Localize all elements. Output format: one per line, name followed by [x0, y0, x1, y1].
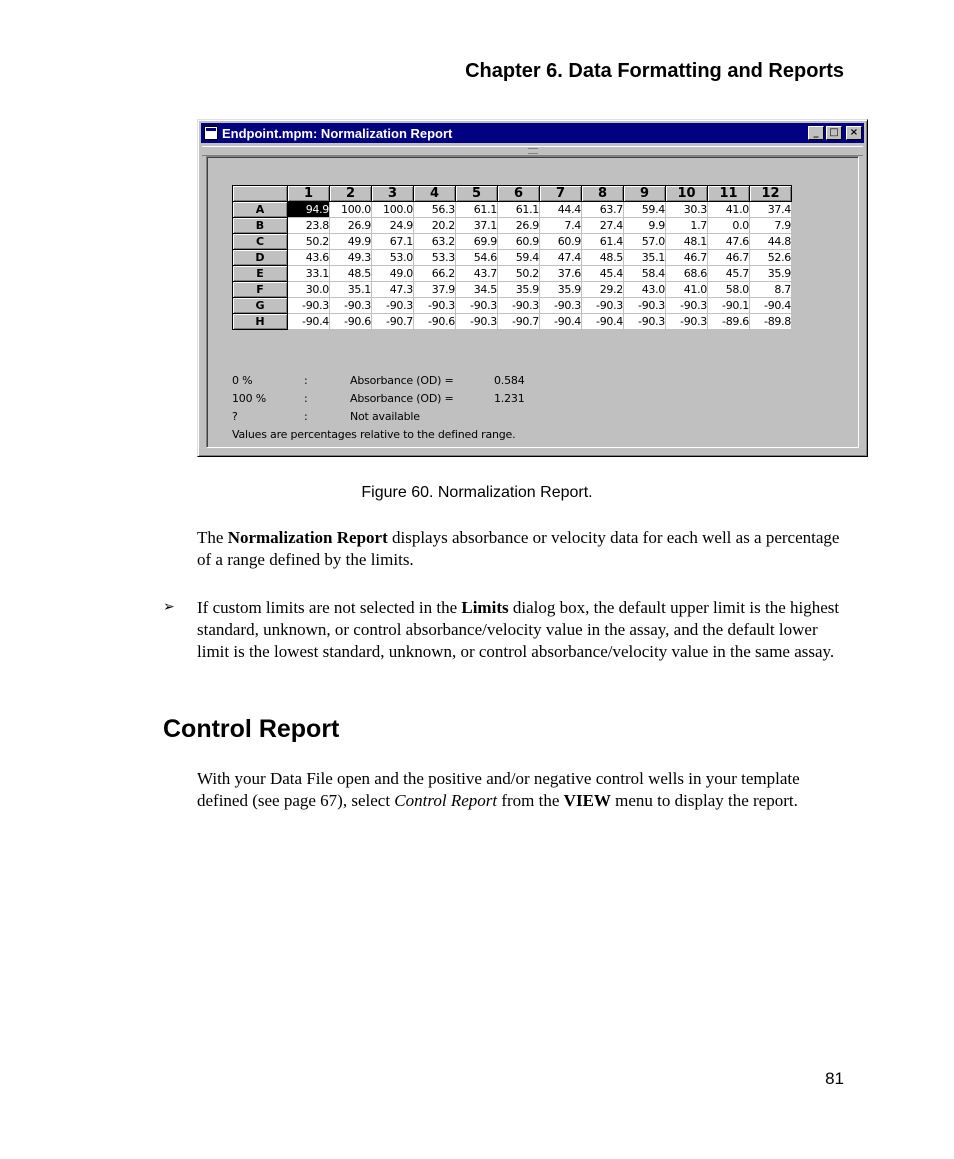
grid-row: [233, 314, 792, 330]
grid-cell[interactable]: -90.4: [540, 314, 582, 330]
grid-cell[interactable]: 37.1: [456, 218, 498, 234]
grid-cell[interactable]: 47.3: [372, 282, 414, 298]
grid-cell[interactable]: -89.6: [708, 314, 750, 330]
row-header[interactable]: H: [233, 314, 288, 330]
grid-cell[interactable]: 44.8: [750, 234, 792, 250]
legend-colon: :: [304, 410, 308, 423]
grid-cell[interactable]: -90.4: [750, 298, 792, 314]
row-header[interactable]: D: [233, 250, 288, 266]
grid-cell[interactable]: 59.4: [498, 250, 540, 266]
grid-cell[interactable]: 43.0: [624, 282, 666, 298]
grid-cell[interactable]: 0.0: [708, 218, 750, 234]
grid-cell[interactable]: -90.6: [414, 314, 456, 330]
grid-cell[interactable]: 54.6: [456, 250, 498, 266]
grid-cell[interactable]: -90.1: [708, 298, 750, 314]
grid-cell[interactable]: -90.4: [582, 314, 624, 330]
grid-cell[interactable]: 45.7: [708, 266, 750, 282]
grid-row: [233, 234, 792, 250]
legend-colon: :: [304, 374, 308, 387]
grid-cell[interactable]: 20.2: [414, 218, 456, 234]
grid-cell[interactable]: 67.1: [372, 234, 414, 250]
grid-cell[interactable]: 41.0: [708, 202, 750, 218]
grid-cell[interactable]: 41.0: [666, 282, 708, 298]
pane-splitter[interactable]: [202, 146, 863, 156]
minimize-button[interactable]: _: [808, 126, 824, 140]
grid-cell[interactable]: 35.9: [540, 282, 582, 298]
column-header[interactable]: 8: [582, 186, 624, 202]
grid-cell[interactable]: 1.7: [666, 218, 708, 234]
grid-row: [233, 282, 792, 298]
column-header[interactable]: 1: [288, 186, 330, 202]
grid-cell[interactable]: 8.7: [750, 282, 792, 298]
column-header[interactable]: 3: [372, 186, 414, 202]
row-header[interactable]: C: [233, 234, 288, 250]
grid-cell[interactable]: 60.9: [540, 234, 582, 250]
grid-cell[interactable]: 63.2: [414, 234, 456, 250]
grid-cell[interactable]: 50.2: [498, 266, 540, 282]
grid-cell[interactable]: 37.4: [750, 202, 792, 218]
row-header[interactable]: F: [233, 282, 288, 298]
normalization-grid: [232, 185, 792, 330]
grid-cell[interactable]: -90.3: [330, 298, 372, 314]
grid-cell[interactable]: 30.0: [288, 282, 330, 298]
grid-cell[interactable]: 43.7: [456, 266, 498, 282]
grid-cell[interactable]: 94.9: [288, 202, 330, 218]
grid-cell[interactable]: 49.0: [372, 266, 414, 282]
grid-cell[interactable]: 35.9: [498, 282, 540, 298]
grid-cell[interactable]: 58.4: [624, 266, 666, 282]
row-header[interactable]: E: [233, 266, 288, 282]
grid-cell[interactable]: -89.8: [750, 314, 792, 330]
text-run: The: [197, 528, 228, 547]
grid-cell[interactable]: -90.3: [624, 314, 666, 330]
grid-cell[interactable]: 26.9: [498, 218, 540, 234]
grid-cell[interactable]: -90.3: [540, 298, 582, 314]
grid-cell[interactable]: 47.4: [540, 250, 582, 266]
maximize-button[interactable]: □: [826, 126, 842, 140]
legend-value: 0.584: [494, 374, 525, 387]
grid-cell[interactable]: 47.6: [708, 234, 750, 250]
text-run-italic: Control Report: [394, 791, 498, 810]
document-window-icon[interactable]: [204, 126, 218, 140]
grid-cell[interactable]: 53.0: [372, 250, 414, 266]
grid-cell[interactable]: 27.4: [582, 218, 624, 234]
grid-row: [233, 218, 792, 234]
grid-cell[interactable]: -90.4: [288, 314, 330, 330]
grid-cell[interactable]: 100.0: [330, 202, 372, 218]
grid-cell[interactable]: 45.4: [582, 266, 624, 282]
grid-row: [233, 202, 792, 218]
column-header[interactable]: 5: [456, 186, 498, 202]
column-header[interactable]: 12: [750, 186, 792, 202]
window-titlebar[interactable]: [201, 123, 864, 143]
grid-cell[interactable]: -90.3: [288, 298, 330, 314]
grid-cell[interactable]: 61.1: [456, 202, 498, 218]
column-header[interactable]: 11: [708, 186, 750, 202]
page-number: 81: [825, 1069, 844, 1088]
grid-cell[interactable]: 9.9: [624, 218, 666, 234]
bullet-arrow-icon: ➢: [163, 599, 175, 615]
legend-label: ?: [232, 410, 238, 423]
grid-cell[interactable]: 37.9: [414, 282, 456, 298]
window-title: Endpoint.mpm: Normalization Report: [222, 125, 453, 141]
grid-cell[interactable]: 61.1: [498, 202, 540, 218]
grid-cell[interactable]: 7.9: [750, 218, 792, 234]
row-header[interactable]: A: [233, 202, 288, 218]
legend-label: 0 %: [232, 374, 253, 387]
grid-cell[interactable]: 69.9: [456, 234, 498, 250]
column-header[interactable]: 9: [624, 186, 666, 202]
grid-cell[interactable]: 52.6: [750, 250, 792, 266]
grid-corner[interactable]: [233, 186, 288, 202]
grid-cell[interactable]: 46.7: [708, 250, 750, 266]
grid-cell[interactable]: 56.3: [414, 202, 456, 218]
column-header[interactable]: 2: [330, 186, 372, 202]
legend-desc: Absorbance (OD) =: [350, 374, 454, 387]
grid-cell[interactable]: 24.9: [372, 218, 414, 234]
grid-cell[interactable]: -90.3: [582, 298, 624, 314]
grid-row: [233, 250, 792, 266]
paragraph-control-report: [197, 768, 847, 812]
grid-cell[interactable]: 53.3: [414, 250, 456, 266]
grid-cell[interactable]: 60.9: [498, 234, 540, 250]
text-run-bold: VIEW: [563, 791, 611, 810]
grid-cell[interactable]: -90.3: [498, 298, 540, 314]
grid-cell[interactable]: 66.2: [414, 266, 456, 282]
column-header[interactable]: 4: [414, 186, 456, 202]
report-client-area: [206, 156, 859, 448]
grid-cell[interactable]: -90.3: [414, 298, 456, 314]
splitter-grip-icon[interactable]: [528, 148, 538, 154]
grid-cell[interactable]: 49.9: [330, 234, 372, 250]
legend-label: 100 %: [232, 392, 266, 405]
grid-cell[interactable]: 26.9: [330, 218, 372, 234]
grid-cell[interactable]: -90.3: [456, 298, 498, 314]
paragraph-normalization: [197, 527, 847, 571]
grid-cell[interactable]: 100.0: [372, 202, 414, 218]
grid-cell[interactable]: 33.1: [288, 266, 330, 282]
legend-value: 1.231: [494, 392, 525, 405]
text-run: from the: [497, 791, 564, 810]
text-run-bold: Limits: [461, 598, 509, 617]
figure-caption: Figure 60. Normalization Report.: [361, 484, 593, 501]
grid-cell[interactable]: 61.4: [582, 234, 624, 250]
grid-cell[interactable]: 58.0: [708, 282, 750, 298]
grid-row: [233, 298, 792, 314]
grid-cell[interactable]: -90.7: [498, 314, 540, 330]
grid-cell[interactable]: 49.3: [330, 250, 372, 266]
grid-cell[interactable]: 48.5: [330, 266, 372, 282]
row-header[interactable]: G: [233, 298, 288, 314]
grid-cell[interactable]: -90.3: [666, 298, 708, 314]
text-run: menu to display the report.: [610, 791, 798, 810]
grid-cell[interactable]: 34.5: [456, 282, 498, 298]
legend-desc: Not available: [350, 410, 420, 423]
legend-desc: Absorbance (OD) =: [350, 392, 454, 405]
grid-cell[interactable]: 48.1: [666, 234, 708, 250]
grid-cell[interactable]: -90.3: [666, 314, 708, 330]
normalization-report-window: [197, 119, 868, 457]
grid-row: [233, 266, 792, 282]
grid-cell[interactable]: 44.4: [540, 202, 582, 218]
grid-cell[interactable]: 59.4: [624, 202, 666, 218]
grid-cell[interactable]: 37.6: [540, 266, 582, 282]
grid-cell[interactable]: 57.0: [624, 234, 666, 250]
column-header[interactable]: 10: [666, 186, 708, 202]
grid-cell[interactable]: -90.3: [624, 298, 666, 314]
grid-cell[interactable]: 35.1: [624, 250, 666, 266]
paragraph-limits: [197, 597, 847, 663]
grid-cell[interactable]: -90.6: [330, 314, 372, 330]
row-header[interactable]: B: [233, 218, 288, 234]
column-header[interactable]: 6: [498, 186, 540, 202]
grid-cell[interactable]: 68.6: [666, 266, 708, 282]
grid-cell[interactable]: 63.7: [582, 202, 624, 218]
text-run: With your Data File open and the positive and/or negative control wells in your template defined (see page 67), select: [197, 769, 800, 810]
grid-cell[interactable]: 30.3: [666, 202, 708, 218]
chapter-header: Chapter 6. Data Formatting and Reports: [465, 60, 844, 82]
grid-cell[interactable]: 48.5: [582, 250, 624, 266]
grid-cell[interactable]: -90.3: [456, 314, 498, 330]
grid-cell[interactable]: 7.4: [540, 218, 582, 234]
grid-cell[interactable]: 35.9: [750, 266, 792, 282]
grid-cell[interactable]: -90.3: [372, 298, 414, 314]
grid-cell[interactable]: 46.7: [666, 250, 708, 266]
text-run: If custom limits are not selected in the: [197, 598, 462, 617]
grid-cell[interactable]: 23.8: [288, 218, 330, 234]
grid-cell[interactable]: -90.7: [372, 314, 414, 330]
close-button[interactable]: ×: [846, 126, 862, 140]
grid-cell[interactable]: 29.2: [582, 282, 624, 298]
text-run: displays absorbance or velocity data for each well as a percentage of a range defined by the limits.: [197, 528, 840, 569]
section-heading: Control Report: [163, 715, 340, 743]
text-run-bold: Normalization Report: [227, 528, 388, 547]
text-run: dialog box, the default upper limit is the highest standard, unknown, or control absorbance/velocity value in the assay, and the default lower limit is the lowest standard, unknown, or control absorbance/velocity value in the same assay.: [197, 598, 840, 661]
legend-note-text: Values are percentages relative to the defined range.: [232, 428, 516, 441]
grid-cell[interactable]: 35.1: [330, 282, 372, 298]
grid-cell[interactable]: 50.2: [288, 234, 330, 250]
legend-colon: :: [304, 392, 308, 405]
column-header[interactable]: 7: [540, 186, 582, 202]
grid-cell[interactable]: 43.6: [288, 250, 330, 266]
